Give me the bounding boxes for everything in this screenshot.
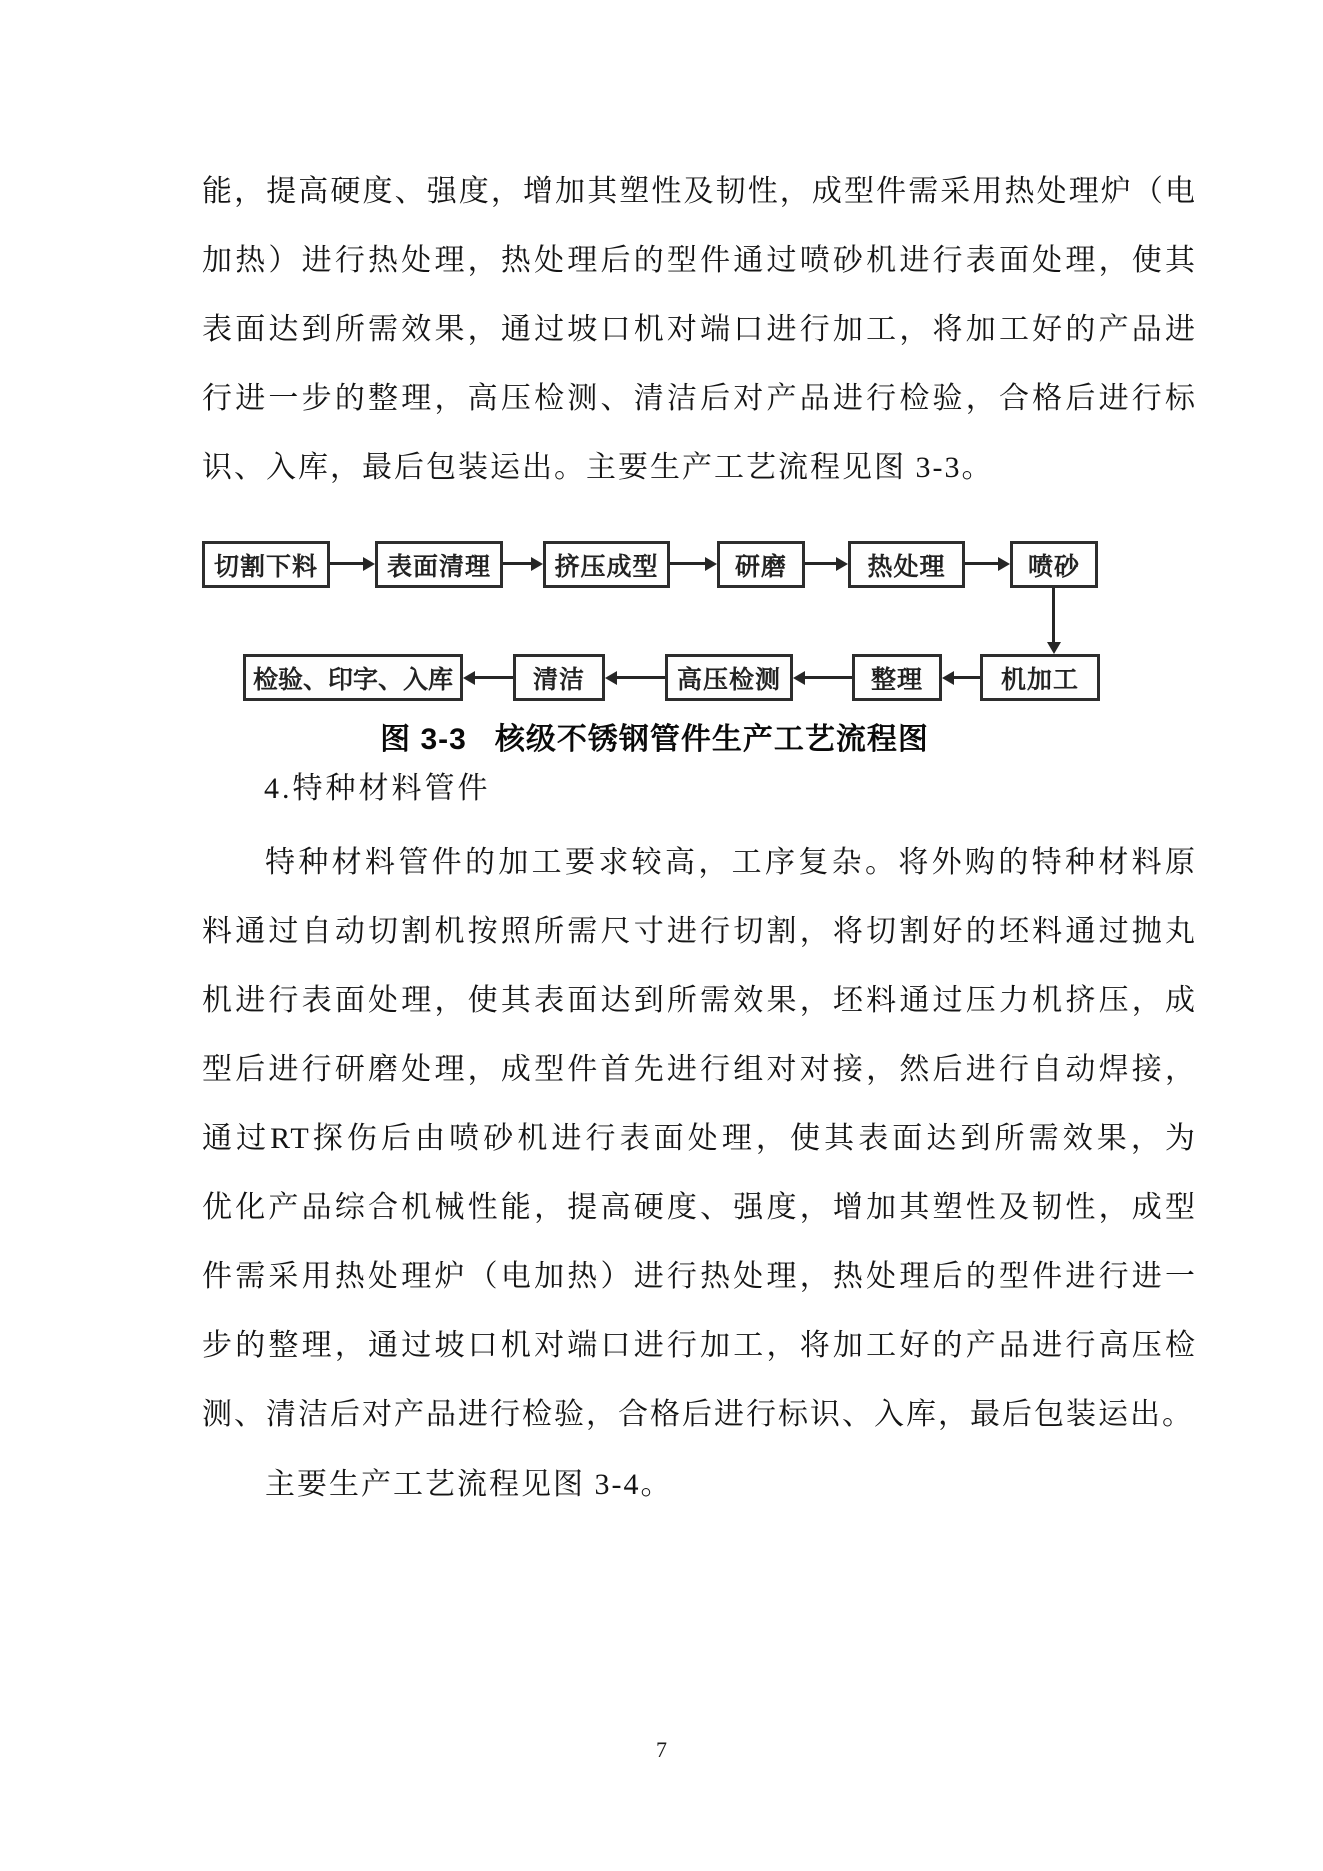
paragraph-3 [202, 1450, 1197, 1519]
text-line: 测、清洁后对产品进行检验，合格后进行标识、入库，最后包装运出。 [202, 1398, 1194, 1431]
arrow-left-icon [942, 671, 980, 685]
text-line: 型后进行研磨处理，成型件首先进行组对对接，然后进行自动焊接， [202, 1053, 1197, 1086]
text-line: 主要生产工艺流程见图 3-4。 [265, 1468, 673, 1501]
figure-caption [157, 723, 1152, 757]
text-line: 通过RT探伤后由喷砂机进行表面处理，使其表面达到所需效果，为 [202, 1122, 1197, 1155]
flow-step-inspection-marking-storage: 检验、印字、入库 [243, 654, 463, 701]
flow-step-extrusion-forming: 挤压成型 [543, 541, 670, 588]
text-line: 优化产品综合机械性能，提高硬度、强度，增加其塑性及韧性，成型 [202, 1191, 1197, 1224]
arrow-right-icon [805, 557, 848, 571]
flow-step-high-pressure-test: 高压检测 [665, 654, 793, 701]
flow-step-tidying: 整理 [852, 654, 942, 701]
flow-step-cleaning: 清洁 [513, 654, 605, 701]
arrow-down-icon [1047, 588, 1061, 654]
flow-step-grinding: 研磨 [717, 541, 805, 588]
paragraph-2 [202, 828, 1197, 1449]
text-line: 加热）进行热处理，热处理后的型件通过喷砂机进行表面处理，使其 [202, 244, 1197, 277]
flow-step-sandblasting: 喷砂 [1010, 541, 1098, 588]
arrow-right-icon [670, 557, 717, 571]
text-line: 能，提高硬度、强度，增加其塑性及韧性，成型件需采用热处理炉（电 [202, 175, 1197, 208]
figure-caption-title: 核级不锈钢管件生产工艺流程图 [494, 723, 929, 756]
arrow-right-icon [330, 557, 375, 571]
text-line: 行进一步的整理，高压检测、清洁后对产品进行检验，合格后进行标 [202, 382, 1197, 415]
text-line: 件需采用热处理炉（电加热）进行热处理，热处理后的型件进行进一 [202, 1260, 1197, 1293]
arrow-left-icon [605, 671, 665, 685]
arrow-left-icon [463, 671, 513, 685]
flow-step-surface-cleaning: 表面清理 [375, 541, 503, 588]
figure-caption-label: 图 3-3 [380, 723, 467, 756]
flow-step-heat-treatment: 热处理 [848, 541, 965, 588]
text-line: 识、入库，最后包装运出。主要生产工艺流程见图 3-3。 [202, 451, 994, 484]
text-line: 步的整理，通过坡口机对端口进行加工，将加工好的产品进行高压检 [202, 1329, 1197, 1362]
text-line: 表面达到所需效果，通过坡口机对端口进行加工，将加工好的产品进 [202, 313, 1197, 346]
section-heading: 4.特种材料管件 [264, 772, 491, 805]
flow-step-cut-blanking: 切割下料 [202, 541, 330, 588]
page-number: 7 [656, 1737, 667, 1762]
arrow-right-icon [503, 557, 543, 571]
text-line: 特种材料管件的加工要求较高，工序复杂。将外购的特种材料原 [265, 846, 1197, 879]
arrow-left-icon [793, 671, 852, 685]
text-line: 料通过自动切割机按照所需尺寸进行切割，将切割好的坯料通过抛丸 [202, 915, 1197, 948]
flow-step-machining: 机加工 [980, 654, 1100, 701]
arrow-right-icon [965, 557, 1010, 571]
text-line: 机进行表面处理，使其表面达到所需效果，坯料通过压力机挤压，成 [202, 984, 1197, 1017]
